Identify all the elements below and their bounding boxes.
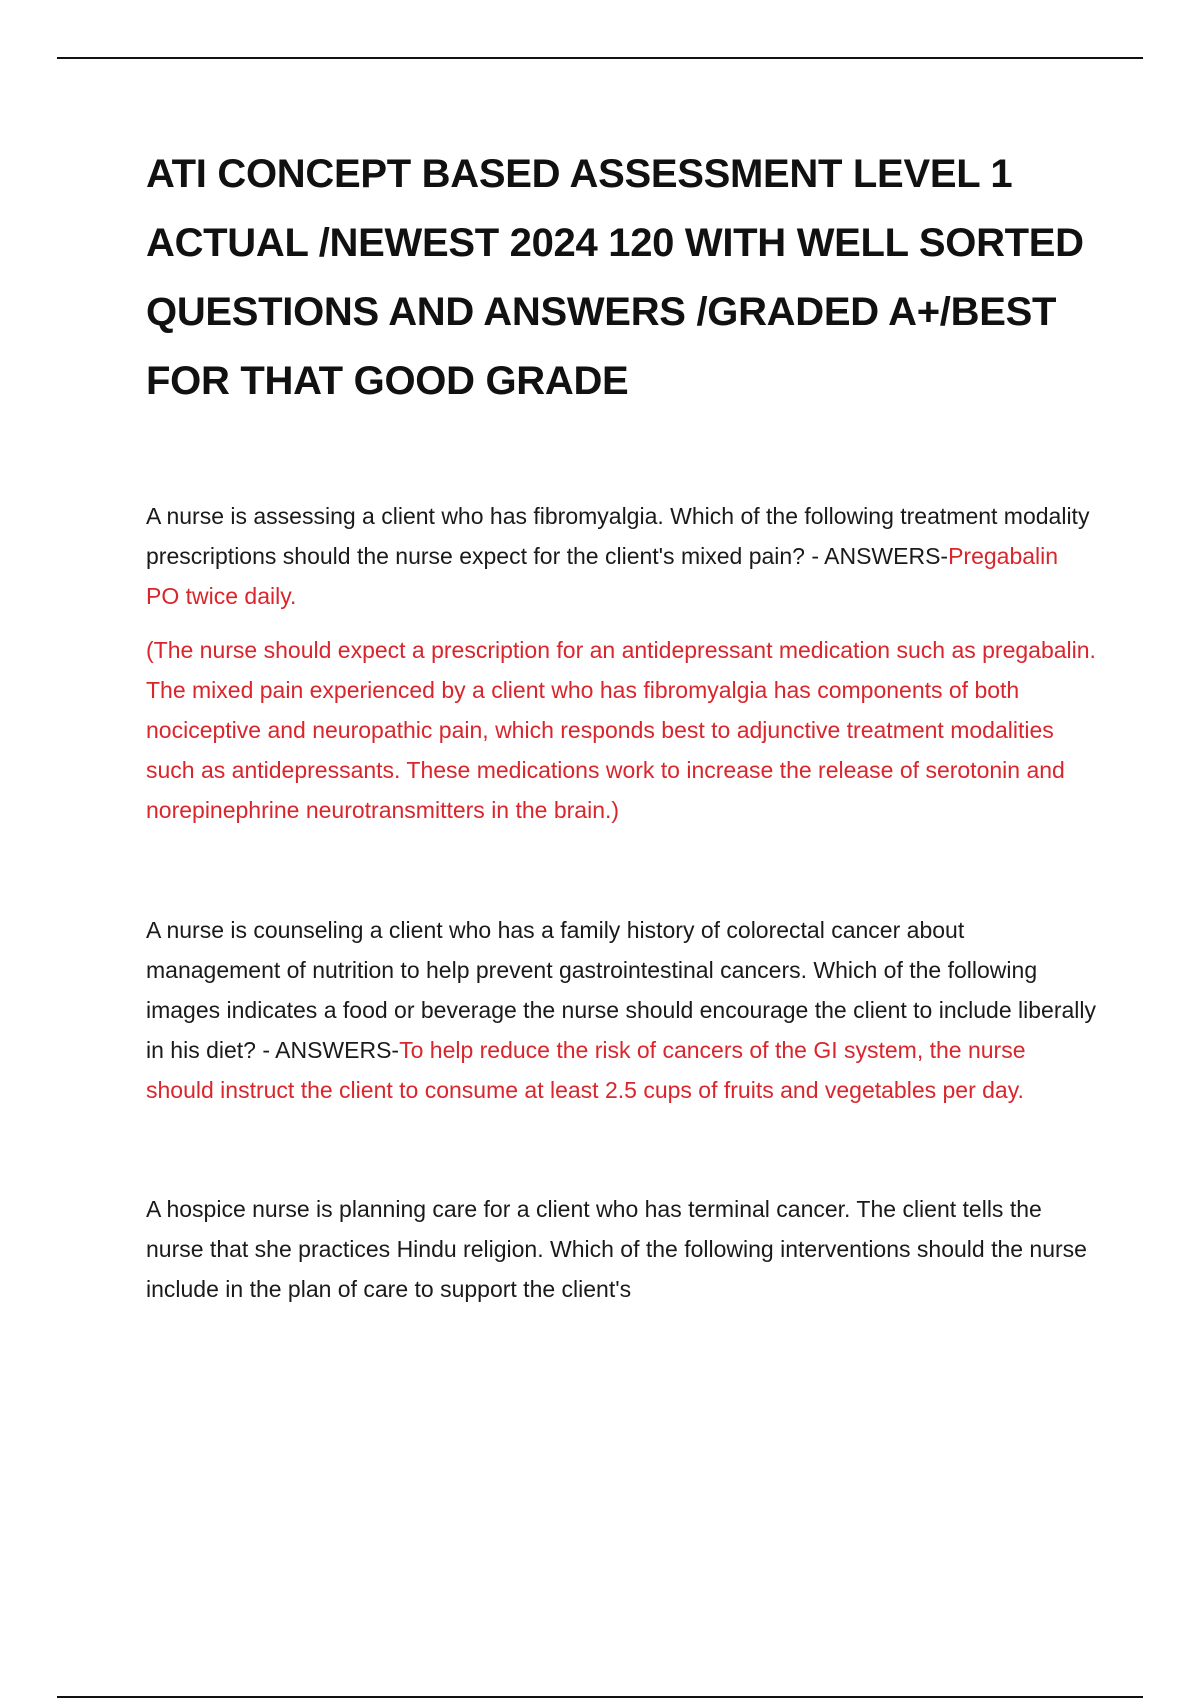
- qa-text: [146, 1189, 1096, 1309]
- top-rule: [57, 57, 1143, 59]
- question-text: A hospice nurse is planning care for a client who has terminal cancer. The client tells the nurse that she practices Hindu religion. Which of the following interventions should the nurse include in the plan of care to support the client's: [146, 1196, 1087, 1302]
- rationale-text: (The nurse should expect a prescription for an antidepressant medication such as pregabalin. The mixed pain experienced by a client who has fibromyalgia has components of both nociceptive and neuropathic pain, which responds best to adjunctive treatment modalities such as antidepressants. These medications work to increase the release of serotonin and norepinephrine neurotransmitters in the brain.): [146, 637, 1096, 823]
- qa-text: [146, 910, 1096, 1110]
- qa-item-1: [146, 496, 1096, 830]
- qa-text: [146, 496, 1096, 616]
- question-text: A nurse is assessing a client who has fibromyalgia. Which of the following treatment modality prescriptions should the nurse expect for the client's mixed pain? - ANSWERS-: [146, 503, 1090, 569]
- answer-text: To help reduce the risk of cancers of the GI system, the nurse should instruct the client to consume at least 2.5 cups of fruits and vegetables per day.: [146, 1037, 1026, 1103]
- document-body: [146, 140, 1096, 1309]
- qa-item-2: [146, 910, 1096, 1110]
- answer-text: Pregabalin PO twice daily.: [146, 543, 1059, 609]
- question-text: A nurse is counseling a client who has a family history of colorectal cancer about management of nutrition to help prevent gastrointestinal cancers. Which of the following images indicates a food or beverage the nurse should encourage the client to include liberally in his diet? - ANSWERS-: [146, 917, 1096, 1063]
- bottom-rule: [57, 1696, 1143, 1698]
- qa-item-3: [146, 1189, 1096, 1309]
- document-title: ATI CONCEPT BASED ASSESSMENT LEVEL 1 ACTUAL /NEWEST 2024 120 WITH WELL SORTED QUESTIONS AND ANSWERS /GRADED A+/BEST FOR THAT GOOD GRADE: [146, 152, 1084, 403]
